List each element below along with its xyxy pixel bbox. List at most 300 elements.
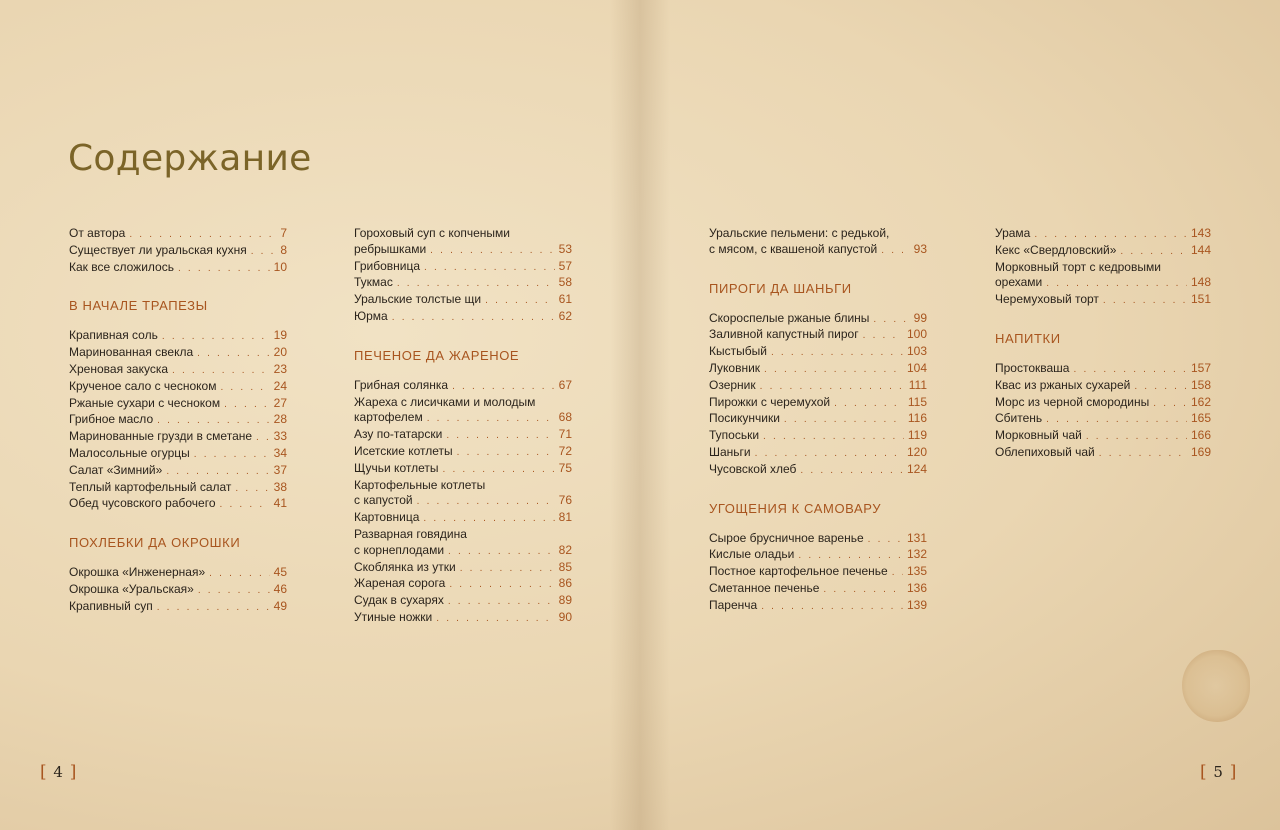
toc-entry-title: Тупоськи (709, 428, 760, 443)
toc-entry-page: 81 (558, 510, 572, 525)
toc-entry-row (354, 292, 572, 309)
toc-entry-page: 111 (908, 377, 927, 392)
toc-entry-row (709, 327, 927, 344)
dot-leader (1046, 412, 1187, 428)
toc-entry-title: Озерник (709, 377, 756, 392)
toc-entry (709, 428, 927, 445)
dot-leader (1034, 227, 1187, 243)
toc-entry-title: Жареная сорога (354, 576, 446, 591)
dot-leader (1103, 293, 1187, 309)
toc-entry-row (354, 444, 572, 461)
toc-entry-row (354, 275, 572, 292)
toc-entry-row (709, 242, 927, 259)
dot-leader (162, 329, 270, 345)
toc-entry-title: Паренча (709, 597, 758, 612)
toc-entry (995, 395, 1211, 412)
toc-entry-title: Как все сложилось (69, 259, 174, 274)
dot-leader (1046, 276, 1187, 292)
toc-entry (709, 226, 927, 259)
toc-entry-page: 27 (273, 395, 287, 410)
dot-leader (1073, 362, 1186, 378)
toc-entry (354, 395, 572, 428)
toc-entry-title: Существует ли уральская кухня (69, 242, 247, 257)
dot-leader (881, 243, 909, 259)
dot-leader (430, 243, 554, 259)
toc-entry-row (995, 292, 1211, 309)
dot-leader (1153, 396, 1187, 412)
toc-entry-title: Грибная солянка (354, 377, 449, 392)
toc-entry-title: Морс из черной смородины (995, 394, 1150, 409)
toc-entry-row (354, 543, 572, 560)
toc-entry (995, 260, 1211, 293)
dot-leader (423, 511, 554, 527)
toc-entry-page: 82 (558, 542, 572, 557)
dot-leader (442, 462, 554, 478)
dot-leader (256, 430, 270, 446)
section-heading: ПЕЧЕНОЕ ДА ЖАРЕНОЕ (354, 347, 520, 363)
toc-entry-title: Тукмас (354, 275, 393, 290)
dot-leader (194, 447, 270, 463)
toc-entry-page: 132 (906, 547, 927, 562)
toc-entry-row (69, 412, 287, 429)
toc-entry-row (709, 378, 927, 395)
toc-entry-page: 166 (1190, 428, 1211, 443)
toc-section (69, 226, 287, 276)
toc-entry-row (69, 480, 287, 497)
toc-entry (709, 411, 927, 428)
toc-entry-title: Исетские котлеты (354, 443, 453, 458)
toc-entry (709, 462, 927, 479)
toc-section (69, 535, 287, 615)
coffee-stain (1182, 650, 1250, 722)
toc-entry-page: 157 (1190, 360, 1211, 375)
toc-entry-page: 115 (907, 394, 927, 409)
toc-entry-page: 120 (906, 444, 927, 459)
toc-entry-title: с корнеплодами (354, 542, 445, 557)
dot-leader (436, 611, 554, 627)
toc-entry-row (69, 379, 287, 396)
dot-leader (157, 413, 270, 429)
toc-entry-title-line: Картофельные котлеты (354, 477, 486, 492)
dot-leader (166, 464, 269, 480)
dot-leader (397, 276, 555, 292)
toc-entry-page: 19 (273, 328, 287, 343)
toc-entry (995, 243, 1211, 260)
toc-entry-page: 33 (273, 429, 287, 444)
toc-entry-title: ребрышками (354, 241, 427, 256)
toc-entry-page: 71 (558, 427, 572, 442)
toc-entry (995, 292, 1211, 309)
toc-entry-title: Постное картофельное печенье (709, 564, 888, 579)
section-heading: НАПИТКИ (995, 330, 1061, 346)
toc-entry-page: 23 (273, 361, 287, 376)
toc-entry-title: Щучьи котлеты (354, 460, 439, 475)
dot-leader (1099, 446, 1187, 462)
toc-entry-title: Облепиховый чай (995, 444, 1095, 459)
dot-leader (446, 428, 554, 444)
toc-entry (69, 599, 287, 616)
toc-entry-title: Сырое брусничное варенье (709, 530, 864, 545)
toc-entry (69, 412, 287, 429)
toc-entry (709, 327, 927, 344)
toc-entry-title: Грибное масло (69, 412, 154, 427)
toc-entry-page: 135 (906, 564, 927, 579)
toc-entry-page: 57 (558, 258, 572, 273)
toc-entry-title: Малосольные огурцы (69, 445, 190, 460)
toc-entry (69, 446, 287, 463)
section-heading: ПИРОГИ ДА ШАНЬГИ (709, 280, 852, 296)
toc-entry-row (354, 510, 572, 527)
toc-entry-page: 49 (273, 598, 287, 613)
toc-entry-title: Кислые оладьи (709, 547, 795, 562)
toc-entry-page: 93 (913, 241, 927, 256)
toc-entry-row (995, 361, 1211, 378)
toc-entry-title-line: Жареха с лисичками и молодым (354, 394, 536, 409)
toc-entry (354, 610, 572, 627)
toc-entry-row (354, 461, 572, 478)
toc-entry (709, 564, 927, 581)
toc-entry-page: 62 (558, 308, 572, 323)
toc-entry-title: Урама (995, 226, 1031, 240)
toc-entry (69, 362, 287, 379)
toc-entry (354, 259, 572, 276)
toc-entry-title: Окрошка «Инженерная» (69, 565, 206, 580)
toc-entry-title: Обед чусовского рабочего (69, 496, 216, 511)
dot-leader (220, 380, 269, 396)
toc-entry-title-line: Уральские пельмени: с редькой, (709, 226, 890, 240)
toc-entry (709, 531, 927, 548)
dot-leader (198, 583, 270, 599)
toc-entry-row (995, 411, 1211, 428)
dot-leader (755, 446, 903, 462)
toc-entry-row (69, 345, 287, 362)
toc-entry (69, 226, 287, 243)
toc-entry (354, 593, 572, 610)
toc-entry (69, 396, 287, 413)
toc-entry (995, 226, 1211, 243)
toc-entry (354, 478, 572, 511)
toc-entry-page: 86 (558, 576, 572, 591)
toc-entry-page: 100 (906, 327, 927, 342)
dot-leader (448, 594, 555, 610)
toc-entry-row (69, 463, 287, 480)
toc-entry-row (995, 395, 1211, 412)
dot-leader (209, 566, 269, 582)
toc-entry-title-line: Гороховый суп с копчеными (354, 226, 511, 240)
toc-entry-title: Квас из ржаных сухарей (995, 377, 1131, 392)
toc-entry (709, 361, 927, 378)
toc-entry (995, 378, 1211, 395)
toc-entry-row (709, 311, 927, 328)
toc-entry-title: Чусовской хлеб (709, 461, 797, 476)
dot-leader (457, 445, 555, 461)
dot-leader (1120, 244, 1187, 260)
toc-entry-page: 139 (906, 597, 927, 612)
toc-section (709, 281, 927, 479)
page-number-left-value: 4 (53, 763, 64, 781)
dot-leader (224, 397, 270, 413)
toc-entry-row (709, 361, 927, 378)
toc-entry (69, 463, 287, 480)
toc-entry (995, 361, 1211, 378)
section-heading: ПОХЛЕБКИ ДА ОКРОШКИ (69, 535, 241, 551)
toc-entry (709, 378, 927, 395)
dot-leader (1134, 379, 1187, 395)
toc-entry-title: Картовница (354, 510, 420, 525)
toc-entry-page: 151 (1190, 292, 1211, 307)
toc-entry-title: От автора (69, 226, 126, 240)
dot-leader (251, 244, 277, 260)
toc-entry-title: Окрошка «Уральская» (69, 581, 194, 596)
toc-entry-title: Теплый картофельный салат (69, 479, 232, 494)
toc-entry-title: Кыстыбый (709, 344, 767, 359)
toc-entry-page: 45 (273, 565, 287, 580)
section-heading: В НАЧАЛЕ ТРАПЕЗЫ (69, 298, 208, 314)
toc-entry-title: Ржаные сухари с чесноком (69, 395, 221, 410)
toc-entry-row (69, 396, 287, 413)
dot-leader (798, 548, 903, 564)
toc-entry-page: 162 (1190, 394, 1211, 409)
toc-entry-page: 8 (280, 242, 287, 257)
toc-entry-row (354, 576, 572, 593)
dot-leader (873, 312, 909, 328)
toc-entry-row (69, 582, 287, 599)
dot-leader (1086, 429, 1187, 445)
dot-leader (863, 328, 903, 344)
toc-entry (69, 429, 287, 446)
toc-entry-page: 158 (1190, 377, 1211, 392)
bracket-open: [ (1200, 762, 1208, 782)
toc-entry-page: 124 (906, 461, 927, 476)
toc-entry-row (995, 445, 1211, 462)
dot-leader (197, 346, 270, 362)
toc-entry-row (709, 411, 927, 428)
toc-entry-page: 67 (558, 377, 572, 392)
toc-entry-title: Маринованные грузди в сметане (69, 429, 253, 444)
toc-entry-page: 68 (558, 410, 572, 425)
toc-entry-page: 165 (1190, 411, 1211, 426)
toc-entry-row (69, 599, 287, 616)
toc-entry-title: Сбитень (995, 411, 1043, 426)
toc-entry-page: 136 (906, 580, 927, 595)
toc-entry-title: Скороспелые ржаные блины (709, 310, 870, 325)
toc-entry-row (354, 560, 572, 577)
toc-entry-title: Судак в сухарях (354, 593, 444, 608)
toc-entry-row (709, 598, 927, 615)
dot-leader (178, 261, 270, 277)
toc-entry-row (69, 496, 287, 513)
toc-entry-row (709, 395, 927, 412)
bracket-close: ] (69, 762, 78, 782)
toc-entry (69, 379, 287, 396)
toc-entry-page: 61 (558, 292, 572, 307)
toc-entry-row (69, 429, 287, 446)
toc-entry-page: 131 (906, 530, 927, 545)
toc-entry (354, 378, 572, 395)
dot-leader (220, 497, 270, 513)
toc-entry-row (354, 610, 572, 627)
toc-entry-row (69, 565, 287, 582)
toc-column-3 (709, 226, 927, 615)
toc-entry-page: 41 (273, 496, 287, 511)
toc-entry-title: Крапивная соль (69, 328, 158, 343)
toc-entry (709, 598, 927, 615)
toc-entry (69, 582, 287, 599)
toc-entry-row (709, 428, 927, 445)
toc-entry-row (709, 445, 927, 462)
toc-entry (354, 510, 572, 527)
toc-column-2 (354, 226, 572, 627)
toc-entry-page: 169 (1190, 444, 1211, 459)
toc-entry-page: 24 (273, 378, 287, 393)
dot-leader (235, 481, 269, 497)
toc-entry-row (69, 362, 287, 379)
toc-entry-page: 28 (273, 412, 287, 427)
toc-entry (69, 243, 287, 260)
toc-entry-row (354, 427, 572, 444)
dot-leader (460, 561, 555, 577)
toc-entry-page: 37 (273, 462, 287, 477)
toc-entry (354, 576, 572, 593)
toc-entry-title: Шаньги (709, 444, 751, 459)
toc-entry (354, 275, 572, 292)
toc-entry (995, 445, 1211, 462)
toc-entry (354, 427, 572, 444)
toc-entry-title: Уральские толстые щи (354, 292, 482, 307)
toc-entry (709, 344, 927, 361)
toc-entry-page: 72 (558, 443, 572, 458)
toc-entry (354, 527, 572, 560)
toc-entry (709, 547, 927, 564)
dot-leader (449, 577, 554, 593)
dot-leader (452, 379, 555, 395)
toc-entry-title: Морковный чай (995, 428, 1082, 443)
toc-entry-title: Черемуховый торт (995, 292, 1099, 307)
toc-section (69, 298, 287, 513)
toc-entry-page: 58 (558, 275, 572, 290)
toc-entry-row (354, 259, 572, 276)
toc-entry-row (69, 243, 287, 260)
toc-entry-page: 90 (558, 609, 572, 624)
toc-entry (69, 480, 287, 497)
toc-entry (354, 292, 572, 309)
toc-entry-title: Азу по-татарски (354, 427, 443, 442)
toc-entry-row (709, 564, 927, 581)
toc-entry-page: 53 (558, 241, 572, 256)
toc-entry-page: 76 (558, 493, 572, 508)
toc-column-4 (995, 226, 1211, 462)
toc-entry-title: Крученое сало с чесноком (69, 378, 217, 393)
toc-entry-title: картофелем (354, 410, 423, 425)
toc-entry-page: 144 (1190, 242, 1211, 257)
toc-entry-page: 85 (558, 559, 572, 574)
toc-entry (354, 444, 572, 461)
toc-entry-row (709, 547, 927, 564)
toc-entry-title: Луковник (709, 360, 761, 375)
toc-entry-page: 34 (273, 445, 287, 460)
toc-entry-title: Юрма (354, 308, 388, 323)
toc-entry (69, 260, 287, 277)
dot-leader (823, 582, 903, 598)
toc-entry-page: 143 (1190, 226, 1211, 240)
toc-section (354, 348, 572, 627)
toc-entry-title: Простокваша (995, 360, 1070, 375)
toc-entry (995, 411, 1211, 428)
dot-leader (771, 345, 903, 361)
toc-entry-page: 116 (907, 411, 927, 426)
toc-entry-row (354, 309, 572, 326)
toc-entry (69, 328, 287, 345)
toc-entry (709, 311, 927, 328)
toc-entry-title: Пирожки с черемухой (709, 394, 831, 409)
toc-section (995, 331, 1211, 462)
toc-entry-page: 20 (273, 345, 287, 360)
bracket-open: [ (40, 762, 48, 782)
toc-entry-row (354, 410, 572, 427)
toc-entry (709, 445, 927, 462)
dot-leader (800, 463, 903, 479)
toc-section (995, 226, 1211, 309)
toc-entry-row (354, 493, 572, 510)
toc-entry-row (354, 378, 572, 395)
toc-entry-title: Грибовница (354, 258, 420, 273)
toc-entry (709, 581, 927, 598)
dot-leader (834, 396, 904, 412)
toc-entry-page: 119 (907, 428, 927, 443)
toc-entry-row (995, 275, 1211, 292)
toc-entry-title: Сметанное печенье (709, 580, 820, 595)
dot-leader (129, 227, 276, 243)
toc-entry-row (69, 446, 287, 463)
page-title: Содержание (68, 138, 312, 179)
toc-entry (709, 395, 927, 412)
toc-entry-title: орехами (995, 275, 1043, 290)
dot-leader (424, 260, 555, 276)
toc-entry-title: с мясом, с квашеной капустой (709, 241, 878, 256)
toc-entry (69, 496, 287, 513)
toc-entry-title: Посикунчики (709, 411, 780, 426)
toc-entry-row (995, 243, 1211, 260)
toc-entry-title: Салат «Зимний» (69, 462, 163, 477)
book-gutter (610, 0, 670, 830)
toc-entry-page: 46 (273, 581, 287, 596)
toc-entry-title: Крапивный суп (69, 598, 153, 613)
toc-entry-page: 75 (558, 460, 572, 475)
dot-leader (157, 600, 270, 616)
toc-entry (995, 428, 1211, 445)
toc-entry-title: Маринованная свекла (69, 345, 194, 360)
toc-entry-row (709, 531, 927, 548)
toc-entry-row (709, 581, 927, 598)
dot-leader (172, 363, 270, 379)
toc-entry-page: 103 (906, 344, 927, 359)
toc-section (709, 501, 927, 615)
toc-entry-row (69, 260, 287, 277)
toc-entry-page: 99 (913, 310, 927, 325)
toc-entry-row (995, 428, 1211, 445)
toc-entry-title: Хреновая закуска (69, 361, 169, 376)
page-number-left (40, 762, 77, 782)
toc-entry-page: 7 (280, 226, 287, 240)
dot-leader (392, 310, 555, 326)
toc-entry-title-line: Разварная говядина (354, 526, 467, 541)
toc-entry-page: 10 (273, 259, 287, 274)
dot-leader (417, 494, 555, 510)
toc-entry-title: Скоблянка из утки (354, 559, 456, 574)
toc-entry-row (69, 328, 287, 345)
dot-leader (761, 599, 903, 615)
dot-leader (764, 362, 903, 378)
